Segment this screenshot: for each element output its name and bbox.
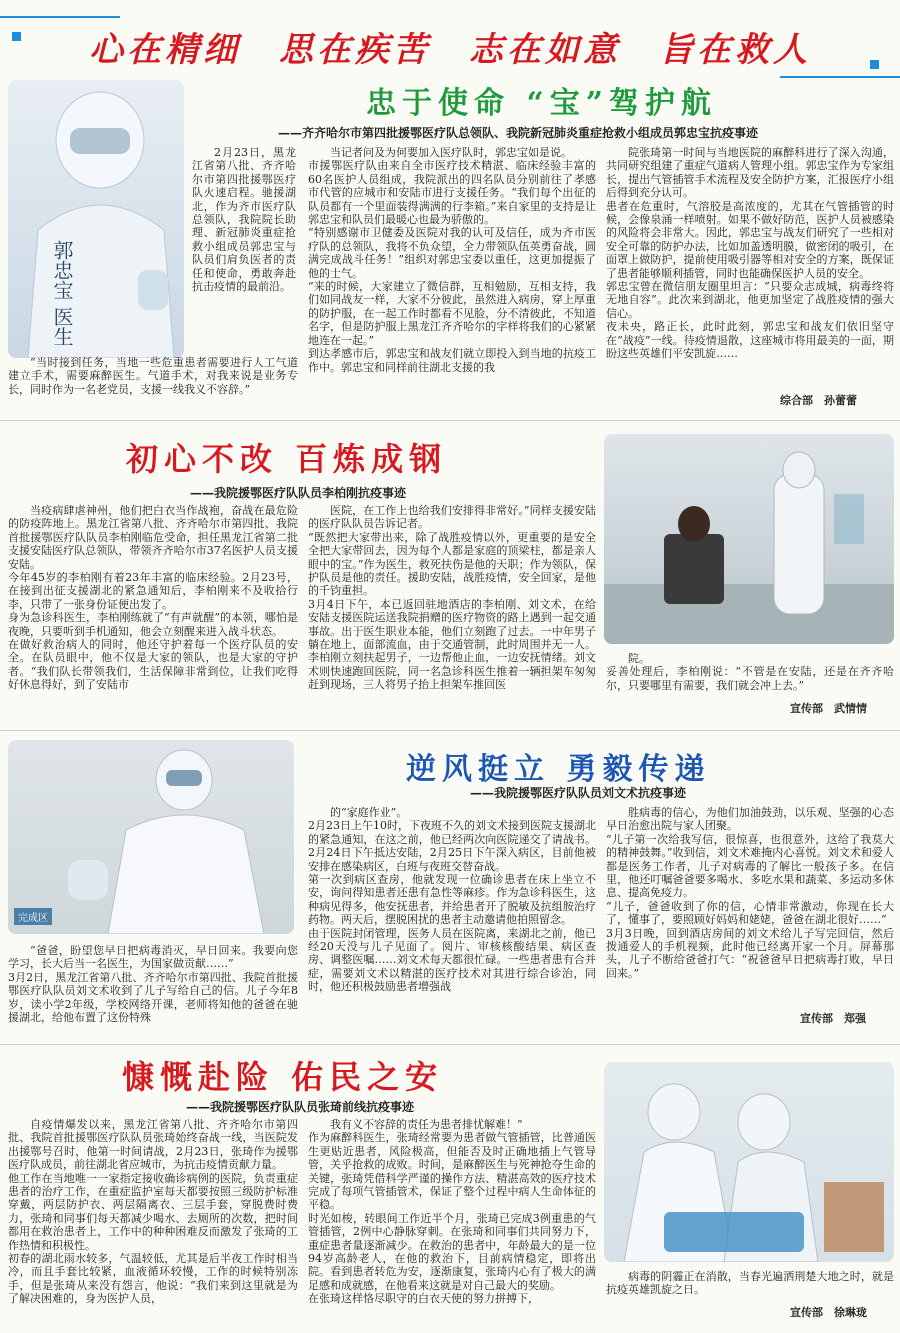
paragraph: 院。 妥善处理后，李柏刚说：“不管是在安陆，还是在齐齐哈尔，只要哪里有需要，我们就会冲上去。” (606, 652, 894, 692)
paragraph: 当记者问及为何要加入医疗队时，郭忠宝如是说。 市援鄂医疗队由来自全市医疗技术精湛、临床经验丰富的60名医护人员组成，我院派出的四名队员分别前往了孝感市代管的应城市和安陆市进行支援任务。“我们每个出征的队员都有一个里面装得满满的行李箱。”来自家里的支持是让郭忠宝和队员们最暖心也最为骄傲的。 “特别感谢市卫健委及医院对我的认可及信任，成为齐市医疗队的总领队，我将不负众望，全力带领队伍英勇奋战，圆满完成战斗任务！”组织对郭忠宝委以重任，这更加提振了他的士气。 “来的时候，大家建立了微信群，互相勉励，互相支持，我们如同战友一样，大家不分彼此，虽然进入病房，穿上厚重的防护服，在一起工作时都看不见脸，分不清彼此，不知道名字，但是防护服上黑龙江齐齐哈尔的字样将我们的心紧紧地连在一起。” 到达孝感市后，郭忠宝和战友们就立即投入到当地的抗疫工作中。郭忠宝和同样前往湖北支援的我 (308, 146, 596, 374)
section4-col3 (606, 1270, 894, 1300)
icu-illustration (604, 1062, 894, 1262)
section1-subtitle: ——齐齐哈尔市第四批援鄂医疗队总领队、我院新冠肺炎重症抢救小组成员郭忠宝抗疫事迹 (278, 126, 759, 140)
paragraph: “当时接到任务，当地一些危重患者需要进行人工气道建立手术，需要麻醉医生。气道手术，对我来说是业务专长，同时作为一名老党员，支援一线我义不容辞。” (8, 356, 298, 396)
photo-handwriting: 郭忠宝 医生 (50, 240, 74, 347)
ward-illustration (604, 434, 894, 644)
paragraph: 病毒的阴霾正在消散，当春光遍洒荆楚大地之时，就是抗疫英雄凯旋之日。 (606, 1270, 894, 1297)
section1-col1-quote (8, 356, 298, 416)
photo-sign-text: 完成区 (14, 908, 52, 925)
section4-subtitle: ——我院援鄂医疗队队员张琦前线抗疫事迹 (186, 1100, 415, 1114)
decor-line (780, 76, 900, 78)
section1-col1-intro (192, 146, 296, 358)
section2-byline: 宣传部 武情情 (790, 702, 867, 715)
section2-col2 (308, 504, 596, 718)
paragraph: 的“家庭作业”。 2月23日上午10时，下夜班不久的刘文术接到医院支援湖北的紧急通知，在这之前，他已经两次向医院递交了请战书。2月24日下午抵达安陆，2月25日下午深入病区，目前他被安排在感染病区，白班与夜班交替奋战。 第一次到病区查房，他就发现一位确诊患者在床上坐立不安，询问得知患者还患有急性等麻疹。作为急诊科医生，这种病见得多，他安抚患者，并给患者开了脱敏及抗组胺治疗药物。两天后，摆脱困扰的患者主动邀请他拍照留念。 由于医院封闭管理，医务人员在医院离，来湖北之前，他已经20天没与儿子见面了。阅片、审核核酸结果、病区查房、调整医嘱……刘文术每天都很忙碌。一些患者患有合并症，需要刘文术以精湛的医疗技术对其进行综合诊治，同时，他还积极鼓励患者增强战 (308, 806, 596, 994)
paragraph: 2月23日，黑龙江省第八批、齐齐哈尔市第四批援鄂医疗队火速启程。驰援湖北，作为齐市医疗队总领队，我院院长助理、新冠肺炎重症抢救小组成员郭忠宝与队员们肩负医者的责任和使命，勇敢奔赴抗击疫情的最前沿。 (192, 146, 296, 294)
photo-zhang-qi (604, 1062, 894, 1262)
photo-li-baigang (604, 434, 894, 644)
decor-square (12, 32, 21, 41)
section-divider (0, 420, 900, 421)
photo-guo-zhongbao (8, 80, 184, 358)
section2-col3 (606, 652, 894, 698)
section3-byline: 宣传部 郑强 (800, 1012, 866, 1025)
paragraph: 我有义不容辞的责任为患者排忧解难！” 作为麻醉科医生，张琦经常要为患者做气管插管，比普通医生更贴近患者，风险极高，但能否及时正确地插上气管导管，关乎抢救的成败。时间，是麻醉医生与死神抢夺生命的关键，张琦凭借科学严谨的操作方法、精湛高效的医疗技术完成了每项气管插管术，保证了整个过程中病人生命体征的平稳。 时光如梭，转眼间工作近半个月，张琦已完成3例重患的气管插管，2例中心静脉穿刺。在张琦和同事们共同努力下，重症患者量逐渐减少。在救治的患者中，年龄最大的是一位94岁高龄老人，在他的救治下，目前病情稳定，即将出院。看到患者转危为安，逐渐康复，张琦内心有了极大的满足感和成就感，在他看来这就是对自己最大的奖励。 在张琦这样恪尽职守的白衣天使的努力拼搏下， (308, 1118, 596, 1306)
paragraph: 当疫病肆虐神州，他们把白衣当作战袍，奋战在最危险的防疫阵地上。黑龙江省第八批、齐齐哈尔市第四批、我院首批援鄂医疗队队员李柏刚临危受命，担任黑龙江省第二批支援安陆医疗队总领队，带领齐齐哈尔市37名医护人员支援安陆。 今年45岁的李柏刚有着23年丰富的临床经验。2月23号，在接到出征支援湖北的紧急通知后，李柏刚来不及收拾行李，只带了一张身份证便出发了。 身为急诊科医生，李柏刚练就了“有声就醒”的本领，哪怕是夜晚，只要听到手机通知，他会立刻醒来进入战斗状态。 在做好救治病人的同时，他还守护着每一个医疗队员的安全。在队员眼中，他不仅是大家的领队，也是大家的守护者。“我们队长带领我们，生活保障非常到位，让我们吃得好休息得好，到了安陆市 (8, 504, 298, 692)
section2-col1 (8, 504, 298, 718)
masthead-motto: 心在精细 思在疾苦 志在如意 旨在救人 (89, 30, 811, 70)
section3-col3 (606, 806, 894, 1010)
decor-line (0, 16, 120, 18)
section2-subtitle: ——我院援鄂医疗队队员李柏刚抗疫事迹 (190, 486, 407, 500)
paragraph: 医院，在工作上也给我们安排得非常好。”同样支援安陆的医疗队队员告诉记者。 “既然把大家带出来，除了战胜疫情以外，更重要的是安全全把大家带回去，因为每个人都是家庭的顶梁柱，都是亲人眼中的宝。”作为医生，救死扶伤是他的天职；作为领队，保护队员是他的责任。援助安陆，战胜疫情，安全回家，是他的千钧重担。 3月4日下午，本已返回驻地酒店的李柏刚、刘文术，在给安陆支援医院运送我院捐赠的医疗物资的路上遇到一起交通事故。出于医生职业本能，他们立刻跑了过去。一中年男子躺在地上，面部流血，由于交通管制，此时周围并无一人。李柏刚立刻扶起男子，一边帮他止血，一边安抚情绪。刘文术则快速跑回医院，同一名急诊科医生推着一辆担架车匆匆赶到现场，三人将男子抬上担架车推回医 (308, 504, 596, 692)
section4-title: 慷慨赴险 佑民之安 (122, 1058, 444, 1096)
section4-col1 (8, 1118, 298, 1330)
section4-byline: 宣传部 徐琳珑 (790, 1306, 867, 1319)
photo-liu-wenshu (8, 740, 294, 934)
paragraph: 院张琦第一时间与当地医院的麻醉科进行了深入沟通，共同研究组建了重症气道病人管理小组。郭忠宝作为专家组长，提出气管插管手术流程及安全防护方案，汇报医疗小组后得到充分认可。 患者在危重时，气溶胶是高浓度的，尤其在气管插管的时候，会像泉涌一样喷射。如果不做好防范，医护人员被感染的风险将会非常大。因此，郭忠宝与战友们研究了一些相对安全可靠的防护办法，比如加盖透明膜，做密闭的吸引，在面罩上做防护，提前使用吸引器等相对安全的方案，既保证了患者能够顺利插管，同时也能确保医护人员的安全。 郭忠宝曾在微信朋友圈里坦言：“只要众志成城，病毒终将无地自容”。此次来到湖北，他更加坚定了战胜疫情的强大信心。 夜未央，路正长，此时此刻，郭忠宝和战友们依旧坚守在“战疫”一线。待疫情退散，这座城市将用最美的一面，期盼这些英雄们平安凯旋…… (606, 146, 894, 361)
section3-title: 逆风挺立 勇毅传递 (406, 752, 711, 787)
paragraph: “爸爸，盼望您早日把病毒消灭，早日回来。我要向您学习，长大后当一名医生，为国家做贡献……” 3月2日，黑龙江省第八批、齐齐哈尔市第四批、我院首批援鄂医疗队队员刘文术收到了儿子写给自己的信。儿子今年8岁，读小学2年级，学校网络开课，老师将知他的爸爸在驰援湖北，给他布置了这份特殊 (8, 944, 298, 1025)
section-divider (0, 730, 900, 731)
paragraph: 胜病毒的信心，为他们加油鼓劲，以乐观、坚强的心态早日治愈出院与家人团聚。 “儿子第一次给我写信，很惊喜，也很意外，这给了我莫大的精神鼓舞。”收到信，刘文术难掩内心喜悦。刘文术和爱人都是医务工作者，儿子对病毒的了解比一般孩子多。在信里，他还叮嘱爸爸要多喝水、多吃水果和蔬菜、多运动多休息、提高免疫力。 “儿子，爸爸收到了你的信，心情非常激动，你现在长大了，懂事了，要照顾好妈妈和姥姥，爸爸在湖北很好……” 3月3日晚，回到酒店房间的刘文术给儿子写完回信，然后拨通爱人的手机视频，此时他已经离开家一个月。屏幕那头，儿子不断给爸爸打气：“祝爸爸早日把病毒打败，早日回来。” (606, 806, 894, 980)
section3-col2 (308, 806, 596, 1042)
section1-title: 忠于使命 “宝”驾护航 (366, 86, 717, 121)
section3-subtitle: ——我院援鄂医疗队队员刘文术抗疫事迹 (470, 786, 687, 800)
section2-title: 初心不改 百炼成钢 (126, 440, 448, 478)
section1-col2 (308, 146, 596, 416)
section-divider (0, 1044, 900, 1045)
section1-byline: 综合部 孙蕾蕾 (780, 394, 857, 407)
section1-col3 (606, 146, 894, 386)
section3-col1 (8, 944, 298, 1044)
doctor-illustration (8, 80, 184, 358)
decor-square (870, 60, 879, 69)
doctor-thumbsup-illustration (8, 740, 294, 934)
section4-col2 (308, 1118, 596, 1330)
paragraph: 自疫情爆发以来，黑龙江省第八批、齐齐哈尔市第四批、我院首批援鄂医疗队队员张琦始终奋战一线，当医院发出援鄂号召时，他第一时间请战，2月23日，张琦作为援鄂医疗队成员，前往湖北省应城市，为抗击疫情贡献力量。 他工作在当地唯一一家指定接收确诊病例的医院，负责重症患者的治疗工作，在重症监护室每天都要按照三级防护标准穿戴，两层防护衣、两层隔离衣、三层手套，穿脱费时费力，张琦和同事们每天都减少喝水、去厕所的次数，把时间都用在救治患者上，工作中的种种困难反而激发了张琦的工作热情和积极性。 初春的湖北雨水较多，气温较低，尤其是后半夜工作时相当冷，而且手套比较紧，血液循环较慢，工作的时候特别冻手，但是张琦从来没有怨言，他说：“我们来到这里就是为了解决困难的，身为医护人员， (8, 1118, 298, 1306)
